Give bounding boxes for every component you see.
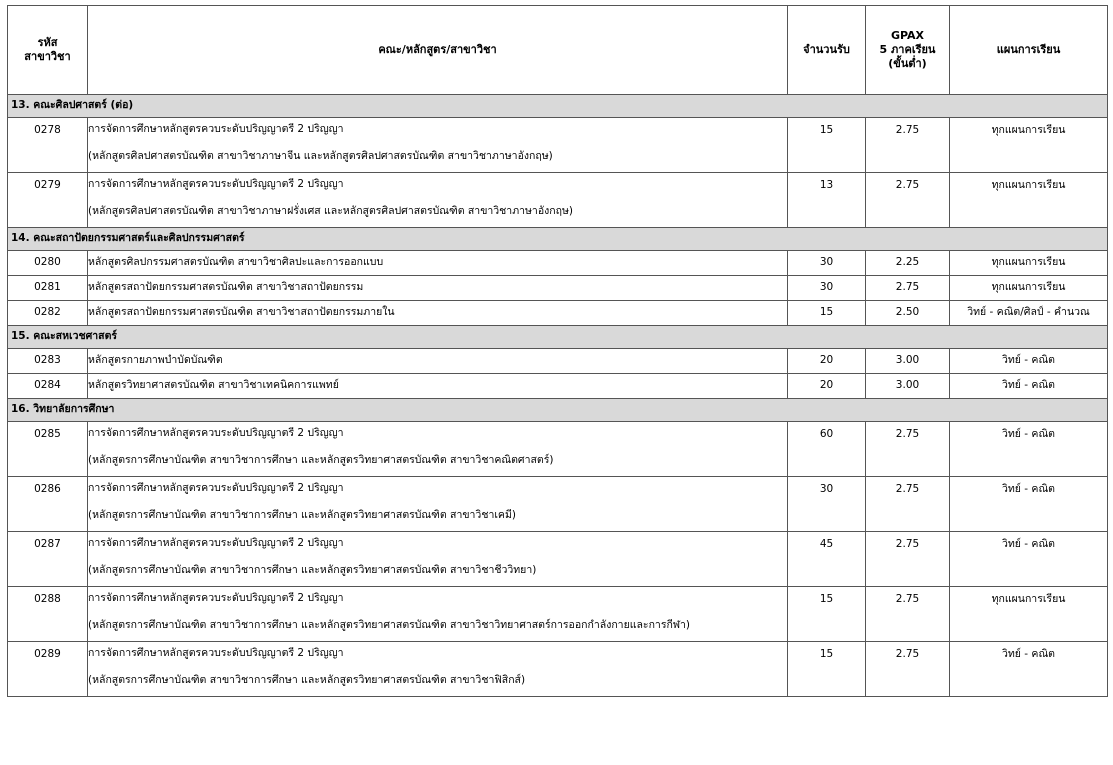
seats-value: 15 bbox=[788, 118, 866, 173]
study-plan: วิทย์ - คณิต bbox=[950, 349, 1108, 374]
gpax-value: 2.50 bbox=[866, 301, 950, 326]
seats-value: 30 bbox=[788, 251, 866, 276]
program-title-line: หลักสูตรศิลปกรรมศาสตรบัณฑิต สาขาวิชาศิลปะและการออกแบบ bbox=[88, 256, 384, 269]
header-seats: จำนวนรับ bbox=[788, 6, 866, 95]
seats-value: 20 bbox=[788, 374, 866, 399]
program-code: 0284 bbox=[8, 374, 88, 399]
study-plan: วิทย์ - คณิต bbox=[950, 477, 1108, 532]
program-title-line: การจัดการศึกษาหลักสูตรควบระดับปริญญาตรี 2 ปริญญา bbox=[88, 178, 344, 190]
program-title-line: การจัดการศึกษาหลักสูตรควบระดับปริญญาตรี 2 ปริญญา bbox=[88, 482, 344, 494]
program-name bbox=[88, 374, 788, 399]
gpax-value: 2.75 bbox=[866, 587, 950, 642]
program-title-line: การจัดการศึกษาหลักสูตรควบระดับปริญญาตรี 2 ปริญญา bbox=[88, 123, 344, 135]
program-name bbox=[88, 276, 788, 301]
gpax-value: 2.75 bbox=[866, 642, 950, 697]
section-title: 15. คณะสหเวชศาสตร์ bbox=[8, 326, 1108, 349]
program-code: 0286 bbox=[8, 477, 88, 532]
table-header-row bbox=[8, 6, 1108, 95]
program-title-line: หลักสูตรวิทยาศาสตรบัณฑิต สาขาวิชาเทคนิคการแพทย์ bbox=[88, 379, 339, 392]
program-name bbox=[88, 422, 788, 477]
gpax-value: 2.75 bbox=[866, 477, 950, 532]
program-detail-line: (หลักสูตรการศึกษาบัณฑิต สาขาวิชาการศึกษา และหลักสูตรวิทยาศาสตรบัณฑิต สาขาวิชาเคมี) bbox=[88, 509, 516, 522]
section-title: 14. คณะสถาปัตยกรรมศาสตร์และศิลปกรรมศาสตร์ bbox=[8, 228, 1108, 251]
program-name bbox=[88, 349, 788, 374]
study-plan: ทุกแผนการเรียน bbox=[950, 276, 1108, 301]
section-title: 16. วิทยาลัยการศึกษา bbox=[8, 399, 1108, 422]
study-plan: วิทย์ - คณิต bbox=[950, 422, 1108, 477]
table-row bbox=[8, 349, 1108, 374]
table-row bbox=[8, 301, 1108, 326]
table-body bbox=[8, 95, 1108, 697]
program-title-line: การจัดการศึกษาหลักสูตรควบระดับปริญญาตรี 2 ปริญญา bbox=[88, 647, 344, 659]
table-row bbox=[8, 532, 1108, 587]
study-plan: ทุกแผนการเรียน bbox=[950, 587, 1108, 642]
table-row bbox=[8, 374, 1108, 399]
table-row bbox=[8, 173, 1108, 228]
section-header-row bbox=[8, 399, 1108, 422]
program-name bbox=[88, 642, 788, 697]
header-plan: แผนการเรียน bbox=[950, 6, 1108, 95]
program-title-line: หลักสูตรสถาปัตยกรรมศาสตรบัณฑิต สาขาวิชาสถาปัตยกรรม bbox=[88, 281, 364, 294]
table-row bbox=[8, 118, 1108, 173]
seats-value: 30 bbox=[788, 477, 866, 532]
program-code: 0289 bbox=[8, 642, 88, 697]
program-code: 0278 bbox=[8, 118, 88, 173]
study-plan: วิทย์ - คณิต bbox=[950, 532, 1108, 587]
table-row bbox=[8, 477, 1108, 532]
study-plan: ทุกแผนการเรียน bbox=[950, 118, 1108, 173]
gpax-value: 2.75 bbox=[866, 173, 950, 228]
seats-value: 20 bbox=[788, 349, 866, 374]
table-row bbox=[8, 642, 1108, 697]
program-name bbox=[88, 118, 788, 173]
seats-value: 30 bbox=[788, 276, 866, 301]
seats-value: 60 bbox=[788, 422, 866, 477]
table-row bbox=[8, 422, 1108, 477]
program-code: 0281 bbox=[8, 276, 88, 301]
table-row bbox=[8, 587, 1108, 642]
table-row bbox=[8, 251, 1108, 276]
seats-value: 45 bbox=[788, 532, 866, 587]
program-title-line: หลักสูตรกายภาพบำบัดบัณฑิต bbox=[88, 354, 223, 367]
program-detail-line: (หลักสูตรศิลปศาสตรบัณฑิต สาขาวิชาภาษาฝรั่งเศส และหลักสูตรศิลปศาสตรบัณฑิต สาขาวิชาภาษาอังกฤษ) bbox=[88, 205, 573, 218]
study-plan: วิทย์ - คณิต bbox=[950, 374, 1108, 399]
study-plan: ทุกแผนการเรียน bbox=[950, 251, 1108, 276]
program-code: 0282 bbox=[8, 301, 88, 326]
seats-value: 15 bbox=[788, 301, 866, 326]
program-code: 0287 bbox=[8, 532, 88, 587]
gpax-value: 2.75 bbox=[866, 118, 950, 173]
program-detail-line: (หลักสูตรศิลปศาสตรบัณฑิต สาขาวิชาภาษาจีน และหลักสูตรศิลปศาสตรบัณฑิต สาขาวิชาภาษาอังกฤษ) bbox=[88, 150, 553, 163]
study-plan: วิทย์ - คณิต bbox=[950, 642, 1108, 697]
program-name bbox=[88, 532, 788, 587]
program-code: 0285 bbox=[8, 422, 88, 477]
program-code: 0283 bbox=[8, 349, 88, 374]
program-detail-line: (หลักสูตรการศึกษาบัณฑิต สาขาวิชาการศึกษา และหลักสูตรวิทยาศาสตรบัณฑิต สาขาวิชาวิทยาศาสตร์การออกกำลังกายและการกีฬา) bbox=[88, 619, 690, 632]
gpax-value: 2.25 bbox=[866, 251, 950, 276]
program-title-line: การจัดการศึกษาหลักสูตรควบระดับปริญญาตรี 2 ปริญญา bbox=[88, 427, 344, 439]
header-gpax: GPAX 5 ภาคเรียน (ขั้นต่ำ) bbox=[866, 6, 950, 95]
gpax-value: 2.75 bbox=[866, 422, 950, 477]
program-name bbox=[88, 301, 788, 326]
program-title-line: การจัดการศึกษาหลักสูตรควบระดับปริญญาตรี 2 ปริญญา bbox=[88, 537, 344, 549]
program-detail-line: (หลักสูตรการศึกษาบัณฑิต สาขาวิชาการศึกษา และหลักสูตรวิทยาศาสตรบัณฑิต สาขาวิชาคณิตศาสตร์) bbox=[88, 454, 554, 467]
program-name bbox=[88, 173, 788, 228]
gpax-value: 3.00 bbox=[866, 349, 950, 374]
gpax-value: 2.75 bbox=[866, 532, 950, 587]
seats-value: 15 bbox=[788, 587, 866, 642]
program-title-line: การจัดการศึกษาหลักสูตรควบระดับปริญญาตรี 2 ปริญญา bbox=[88, 592, 344, 604]
header-name: คณะ/หลักสูตร/สาขาวิชา bbox=[88, 6, 788, 95]
section-title: 13. คณะศิลปศาสตร์ (ต่อ) bbox=[8, 95, 1108, 118]
program-code: 0279 bbox=[8, 173, 88, 228]
program-detail-line: (หลักสูตรการศึกษาบัณฑิต สาขาวิชาการศึกษา และหลักสูตรวิทยาศาสตรบัณฑิต สาขาวิชาชีววิทยา) bbox=[88, 564, 537, 577]
seats-value: 15 bbox=[788, 642, 866, 697]
gpax-value: 3.00 bbox=[866, 374, 950, 399]
program-detail-line: (หลักสูตรการศึกษาบัณฑิต สาขาวิชาการศึกษา และหลักสูตรวิทยาศาสตรบัณฑิต สาขาวิชาฟิสิกส์) bbox=[88, 674, 526, 687]
section-header-row bbox=[8, 326, 1108, 349]
program-title-line: หลักสูตรสถาปัตยกรรมศาสตรบัณฑิต สาขาวิชาสถาปัตยกรรมภายใน bbox=[88, 306, 395, 319]
program-name bbox=[88, 251, 788, 276]
table-row bbox=[8, 276, 1108, 301]
admission-table bbox=[7, 5, 1108, 697]
study-plan: วิทย์ - คณิต/ศิลป์ - คำนวณ bbox=[950, 301, 1108, 326]
section-header-row bbox=[8, 228, 1108, 251]
program-code: 0288 bbox=[8, 587, 88, 642]
seats-value: 13 bbox=[788, 173, 866, 228]
gpax-value: 2.75 bbox=[866, 276, 950, 301]
program-code: 0280 bbox=[8, 251, 88, 276]
program-name bbox=[88, 587, 788, 642]
header-code: รหัส สาขาวิชา bbox=[8, 6, 88, 95]
section-header-row bbox=[8, 95, 1108, 118]
study-plan: ทุกแผนการเรียน bbox=[950, 173, 1108, 228]
program-name bbox=[88, 477, 788, 532]
